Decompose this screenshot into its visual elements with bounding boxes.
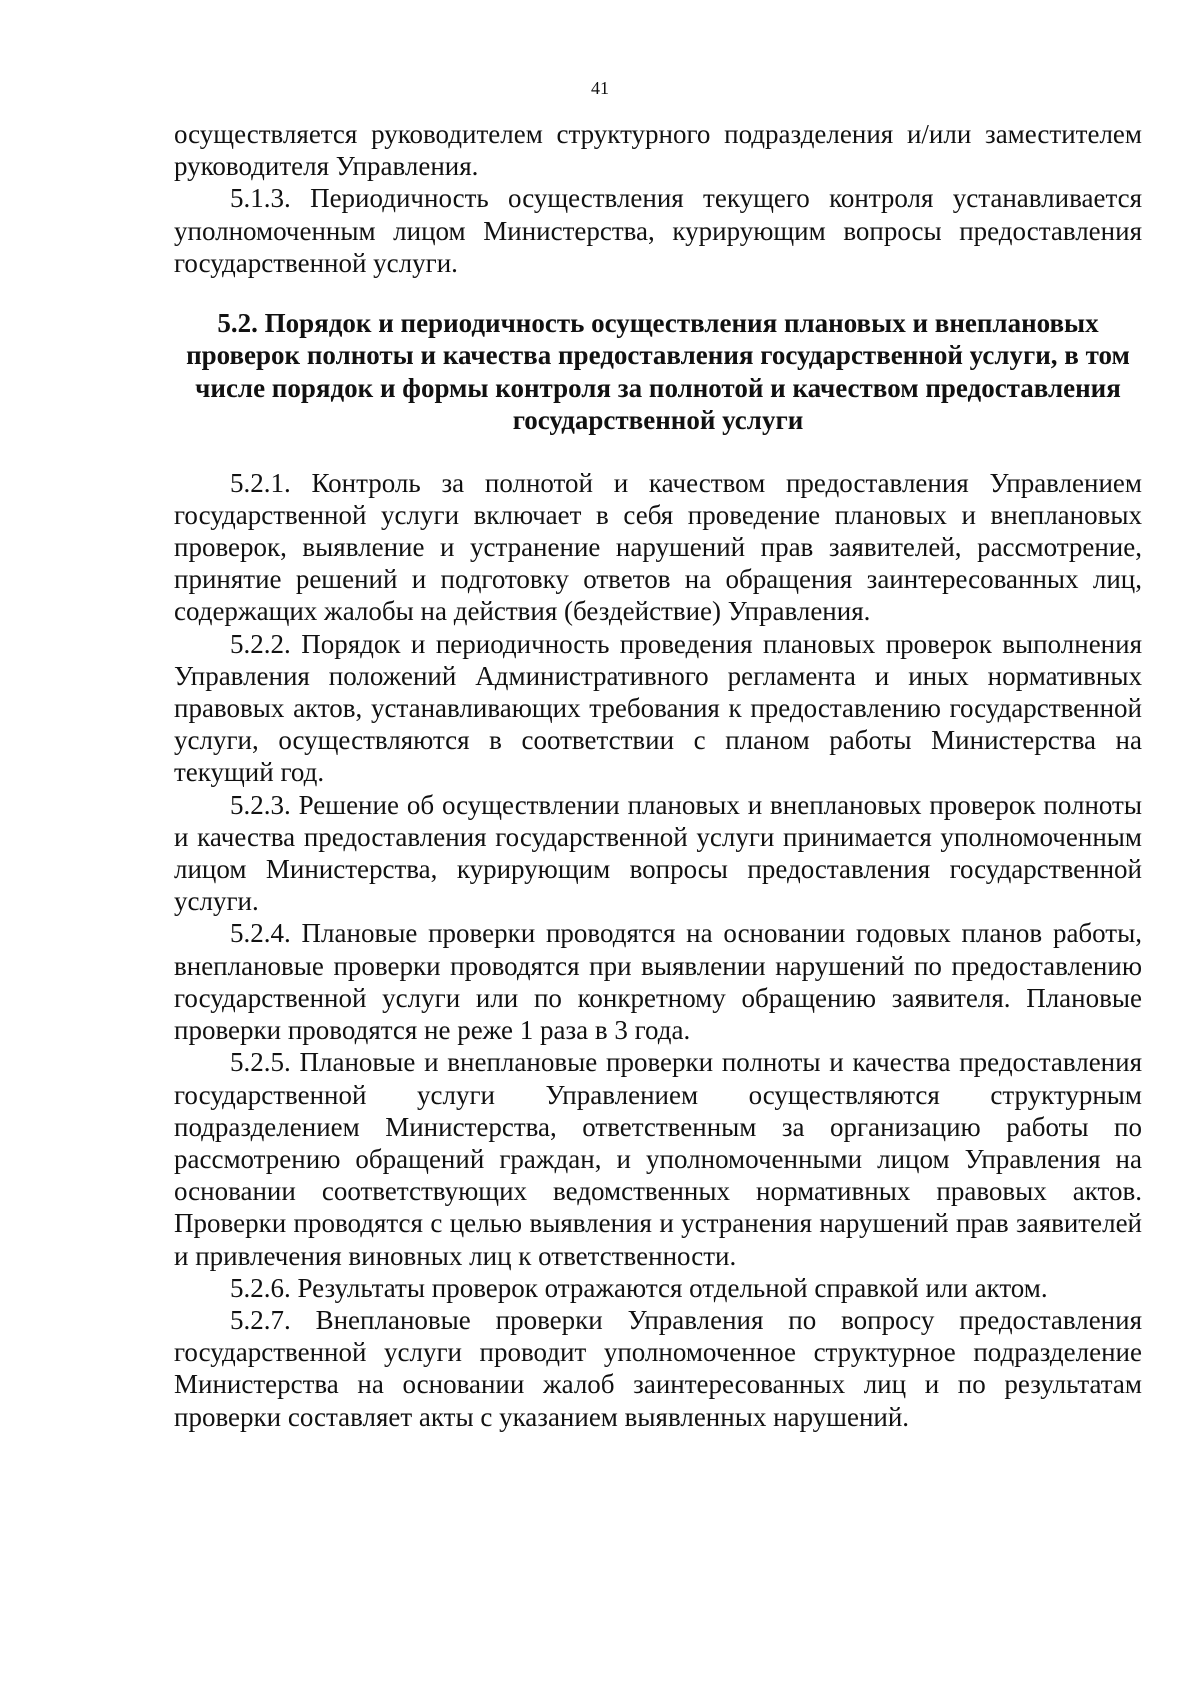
paragraph-5-2-4: 5.2.4. Плановые проверки проводятся на основании годовых планов работы, внеплановые проверки проводятся при выявлении нарушений по предоставлению государственной услуги или по конкретному обращению заявителя. Плановые проверки проводятся не реже 1 раза в 3 года. — [174, 918, 1142, 1046]
paragraph-5-1-3: 5.1.3. Периодичность осуществления текущего контроля устанавливается уполномоченным лицом Министерства, курирующим вопросы предоставления государственной услуги. — [174, 183, 1142, 278]
paragraph-5-2-5: 5.2.5. Плановые и внеплановые проверки полноты и качества предоставления государственной услуги Управлением осуществляются структурным подразделением Министерства, ответственным за организацию работы по рассмотрению обращений граждан, и уполномоченными лицом Управления на основании соответствующих ведомственных нормативных правовых актов. Проверки проводятся с целью выявления и устранения нарушений прав заявителей и привлечения виновных лиц к ответственности. — [174, 1047, 1142, 1271]
page-number: 41 — [591, 78, 609, 98]
paragraph-5-2-2: 5.2.2. Порядок и периодичность проведения плановых проверок выполнения Управления положений Административного регламента и иных нормативных правовых актов, устанавливающих требования к предоставлению государственной услуги, осуществляются в соответствии с планом работы Министерства на текущий год. — [174, 628, 1142, 788]
paragraph-5-2-1: 5.2.1. Контроль за полнотой и качеством предоставления Управлением государственной услуги включает в себя проведение плановых и внеплановых проверок, выявление и устранение нарушений прав заявителей, рассмотрение, принятие решений и подготовку ответов на обращения заинтересованных лиц, содержащих жалобы на действия (бездействие) Управления. — [174, 467, 1142, 627]
section-heading-5-2: 5.2. Порядок и периодичность осуществления плановых и внеплановых проверок полноты и качества предоставления государственной услуги, в том числе порядок и формы контроля за полнотой и качеством предоставления государственной услуги — [186, 308, 1130, 436]
paragraph-5-2-3: 5.2.3. Решение об осуществлении плановых и внеплановых проверок полноты и качества предоставления государственной услуги принимается уполномоченным лицом Министерства, курирующим вопросы предоставления государственной услуги. — [174, 789, 1142, 917]
paragraph-5-2-7: 5.2.7. Внеплановые проверки Управления по вопросу предоставления государственной услуги проводит уполномоченное структурное подразделение Министерства на основании жалоб заинтересованных лиц и по результатам проверки составляет акты с указанием выявленных нарушений. — [174, 1304, 1142, 1432]
paragraph-5-2-6: 5.2.6. Результаты проверок отражаются отдельной справкой или актом. — [230, 1272, 1048, 1303]
page-content — [174, 118, 1142, 1433]
paragraph-continuation: осуществляется руководителем структурного подразделения и/или заместителем руководителя Управления. — [174, 119, 1142, 182]
